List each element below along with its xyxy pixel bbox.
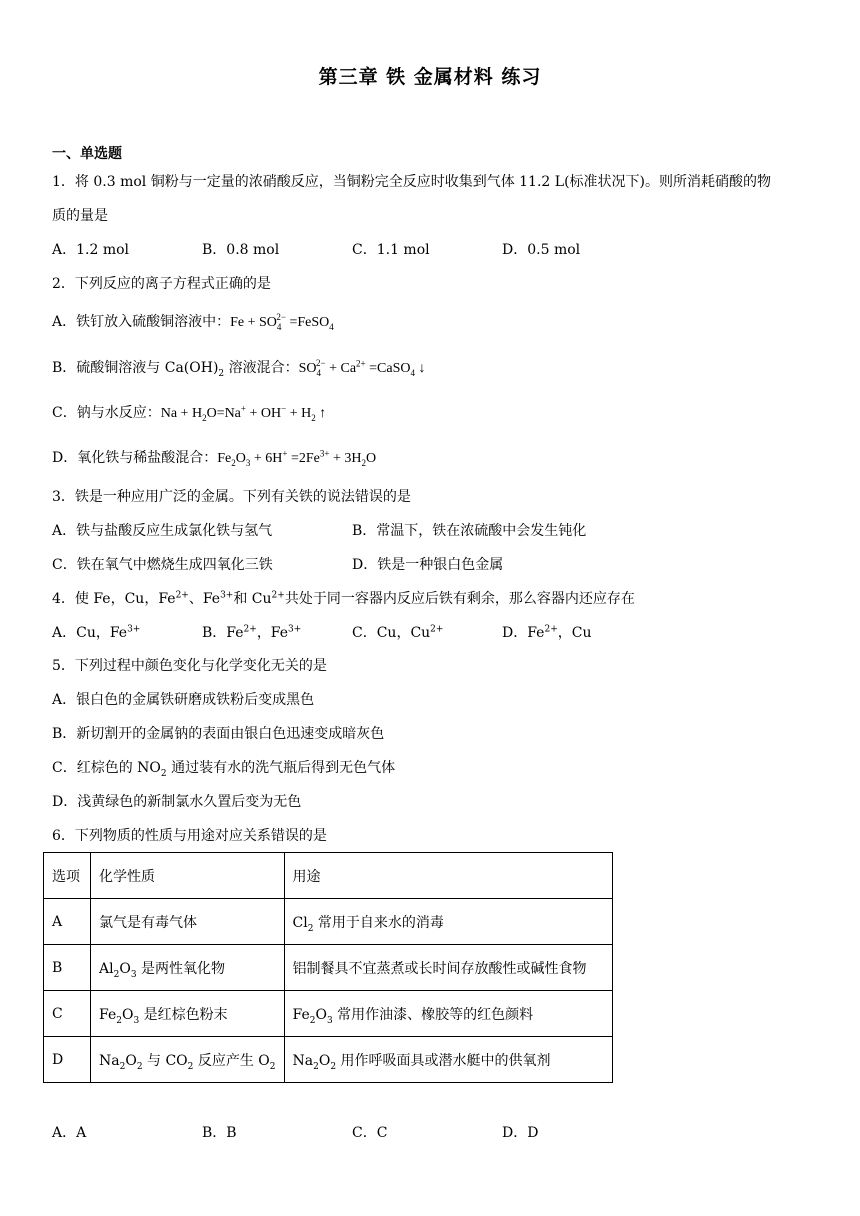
q6-stem: 6．下列物质的性质与用途对应关系错误的是 [52,828,327,844]
q3-option-d[interactable]: D．铁是一种银白色金属 [352,557,504,573]
q4-stem-a: 4．使 Fe，Cu，Fe [52,591,176,607]
q5-option-a[interactable]: A．银白色的金属铁研磨成铁粉后变成黑色 [52,692,315,708]
row-b-property-text: 是两性氧化物 [141,960,225,977]
q1-options [52,240,812,260]
q2-option-a-equation: $Fe + SO_4^{2-}$ =FeSO$_4$ [230,312,334,332]
q2-option-d-label: D．氧化铁与稀盐酸混合： [52,450,218,466]
q6-option-a[interactable]: A．A [52,1125,87,1141]
row-b-property: $Al_2O_3$ 是两性氧化物 [91,945,285,991]
row-b-label: B [44,945,91,991]
q5-option-c[interactable]: C．红棕色的 $NO_2$ 通过装有水的洗气瓶后得到无色气体 [52,760,396,779]
q2-option-b-label-b: 溶液混合： [224,360,299,376]
q6-option-d[interactable]: D．D [502,1125,539,1141]
q2-option-d[interactable] [52,448,376,469]
row-b-use: 铝制餐具不宜蒸煮或长时间存放酸性或碱性食物 [284,945,612,991]
q2-option-c-equation: $Na + H_2O=Na^+ + OH^- + H_2$ ↑ [160,403,327,423]
q4-option-d[interactable]: D．$Fe^{2+}$，Cu [502,624,592,641]
q2-stem: 2．下列反应的离子方程式正确的是 [52,276,271,292]
table-row [44,945,613,991]
q6-option-b[interactable]: B．B [202,1125,237,1141]
row-a-use-text: 常用于自来水的消毒 [317,914,444,931]
q4-options [52,623,812,643]
row-a-property: 氯气是有毒气体 [91,899,285,945]
table-row [44,1037,613,1083]
row-d-property-a: 与 [147,1052,162,1069]
q3-option-b[interactable]: B．常温下，铁在浓硫酸中会发生钝化 [352,523,587,539]
q2-option-c[interactable] [52,403,326,424]
table-row [44,899,613,945]
q1-option-d[interactable]: D．0.5 mol [502,242,581,258]
q2-option-c-label: C．钠与水反应： [52,405,161,421]
row-d-label: D [44,1037,91,1083]
q2-option-d-equation: $Fe_2O_3 + 6H^+ =2Fe^{3+} + 3H_2O$ [217,448,377,468]
header-cell-use: 用途 [284,853,612,899]
table-header-row [44,853,613,899]
q1-option-b[interactable]: B．0.8 mol [202,242,280,258]
row-d-use: $Na_2O_2$ 用作呼吸面具或潜水艇中的供氧剂 [284,1037,612,1083]
row-c-use: $Fe_2O_3$ 常用作油漆、橡胶等的红色颜料 [284,991,612,1037]
q2-option-a[interactable] [52,312,334,333]
q3-option-a[interactable]: A．铁与盐酸反应生成氯化铁与氢气 [52,523,273,539]
q1-option-a[interactable]: A．1.2 mol [52,242,130,258]
row-a-use: $Cl_2$ 常用于自来水的消毒 [284,899,612,945]
q6-table [43,852,613,1083]
row-d-property: $Na_2O_2$ 与 $CO_2$ 反应产生 $O_2$ [91,1037,285,1083]
row-c-use-text: 常用作油漆、橡胶等的红色颜料 [337,1006,534,1023]
q1-stem-line1: 1．将 0.3 mol 铜粉与一定量的浓硝酸反应，当铜粉完全反应时收集到气体 11.2 L(标准状况下)。则所消耗硝酸的物 [52,174,771,190]
q4-stem: 4．使 Fe，Cu，$Fe^{2+}$、$Fe^{3+}$和 $Cu^{2+}$共处于同一容器内反应后铁有剩余，那么容器内还应存在 [52,590,635,607]
row-d-property-b: 反应产生 [197,1052,254,1069]
q2-option-b-equation: $SO_4^{2-} + Ca^{2+}$ =CaSO$_4$ ↓ [298,358,426,378]
q4-option-a[interactable]: A．Cu，$Fe^{3+}$ [52,624,141,641]
q5-option-c-b: 通过装有水的洗气瓶后得到无色气体 [166,760,396,776]
q1-stem-line2: 质的量是 [52,208,108,224]
q2-option-a-label: A．铁钉放入硫酸铜溶液中： [52,314,231,330]
q6-option-c[interactable]: C．C [352,1125,388,1141]
q3-stem: 3．铁是一种应用广泛的金属。下列有关铁的说法错误的是 [52,489,411,505]
q3-option-c[interactable]: C．铁在氧气中燃烧生成四氧化三铁 [52,557,273,573]
table-row [44,991,613,1037]
row-d-use-text: 用作呼吸面具或潜水艇中的供氧剂 [340,1052,551,1069]
section-heading: 一、单选题 [52,146,122,162]
q6-options [52,1123,812,1143]
row-a-label: A [44,899,91,945]
q2-option-b-label-sub: 2 [218,368,225,379]
q1-option-c[interactable]: C．1.1 mol [352,242,430,258]
q4-option-c[interactable]: C．Cu，$Cu^{2+}$ [352,624,444,641]
row-c-property-text: 是红棕色粉末 [143,1006,228,1023]
q4-stem-c: 和 Cu [233,591,272,607]
q4-stem-b: 、Fe [188,591,221,607]
row-c-label: C [44,991,91,1037]
q2-option-b[interactable] [52,358,425,379]
q5-option-c-a: C．红棕色的 NO [52,760,161,776]
page-title: 第三章 铁 金属材料 练习 [318,66,542,88]
header-cell-option: 选项 [44,853,91,899]
row-c-property: $Fe_2O_3$ 是红棕色粉末 [91,991,285,1037]
q4-option-b[interactable]: B．$Fe^{2+}$，$Fe^{3+}$ [202,624,302,641]
q5-option-d[interactable]: D．浅黄绿色的新制氯水久置后变为无色 [52,794,302,810]
q5-stem: 5．下列过程中颜色变化与化学变化无关的是 [52,658,327,674]
header-cell-property: 化学性质 [91,853,285,899]
q5-option-b[interactable]: B．新切割开的金属钠的表面由银白色迅速变成暗灰色 [52,726,385,742]
q4-stem-d: 共处于同一容器内反应后铁有剩余，那么容器内还应存在 [284,591,635,607]
q2-option-b-label-a: B．硫酸铜溶液与 Ca(OH) [52,360,219,376]
